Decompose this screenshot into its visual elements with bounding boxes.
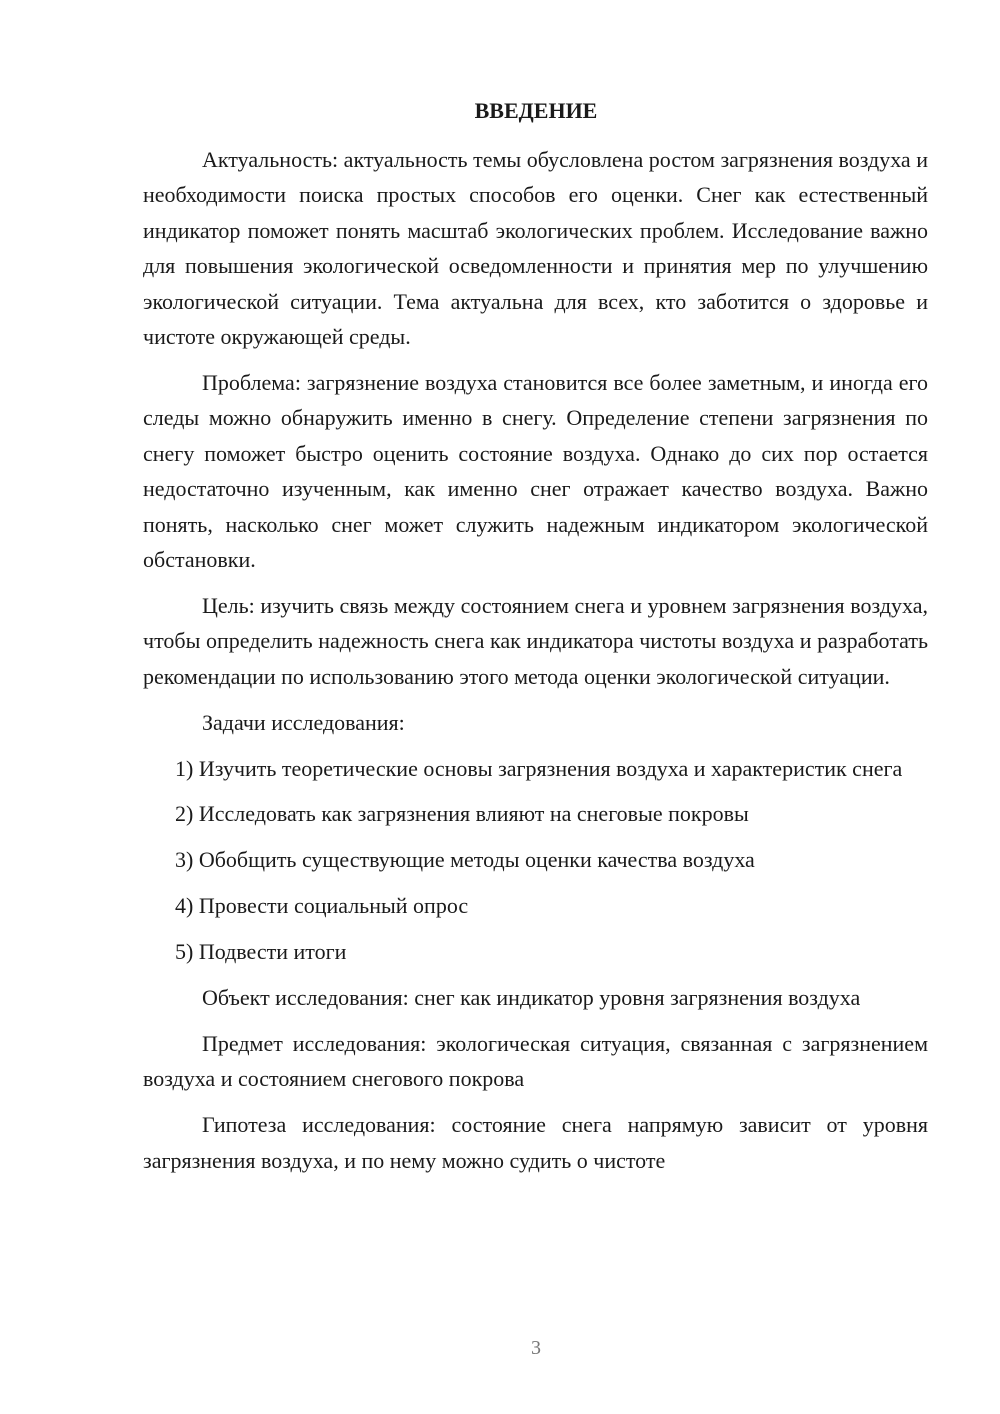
task-item-2: 2) Исследовать как загрязнения влияют на снеговые покровы bbox=[175, 801, 749, 827]
page-number: 3 bbox=[531, 1337, 541, 1359]
page-title: ВВЕДЕНИЕ bbox=[474, 98, 598, 123]
paragraph-problem: Проблема: загрязнение воздуха становится все более заметным, и иногда его следы можно обнаружить именно в снегу. Определение степени загрязнения по снегу поможет быстро оценить состояние воздуха. Однако до сих пор остается недостаточно изученным, как именно снег отражает качество воздуха. Важно понять, насколько снег может служить надежным индикатором экологической обстановки. bbox=[143, 369, 928, 572]
task-item-5: 5) Подвести итоги bbox=[175, 939, 347, 965]
paragraph-subject: Предмет исследования: экологическая ситуация, связанная с загрязнением воздуха и состоянием снегового покрова bbox=[143, 1030, 928, 1092]
task-item-4: 4) Провести социальный опрос bbox=[175, 893, 469, 919]
tasks-heading: Задачи исследования: bbox=[202, 709, 405, 735]
task-item-1: 1) Изучить теоретические основы загрязнения воздуха и характеристик снега bbox=[175, 755, 903, 781]
paragraph-relevance: Актуальность: актуальность темы обусловлена ростом загрязнения воздуха и необходимости поиска простых способов его оценки. Снег как естественный индикатор поможет понять масштаб экологических проблем. Исследование важно для повышения экологической осведомленности и принятия мер по улучшению экологической ситуации. Тема актуальна для всех, кто заботится о здоровье и чистоте окружающей среды. bbox=[143, 147, 928, 350]
task-item-3: 3) Обобщить существующие методы оценки качества воздуха bbox=[175, 847, 755, 873]
paragraph-hypothesis: Гипотеза исследования: состояние снега напрямую зависит от уровня загрязнения воздуха, и по нему можно судить о чистоте bbox=[143, 1112, 928, 1173]
paragraph-goal: Цель: изучить связь между состоянием снега и уровнем загрязнения воздуха, чтобы определить надежность снега как индикатора чистоты воздуха и разработать рекомендации по использованию этого метода оценки экологической ситуации. bbox=[143, 592, 928, 689]
paragraph-object: Объект исследования: снег как индикатор уровня загрязнения воздуха bbox=[202, 985, 861, 1011]
document-body bbox=[143, 142, 928, 1178]
